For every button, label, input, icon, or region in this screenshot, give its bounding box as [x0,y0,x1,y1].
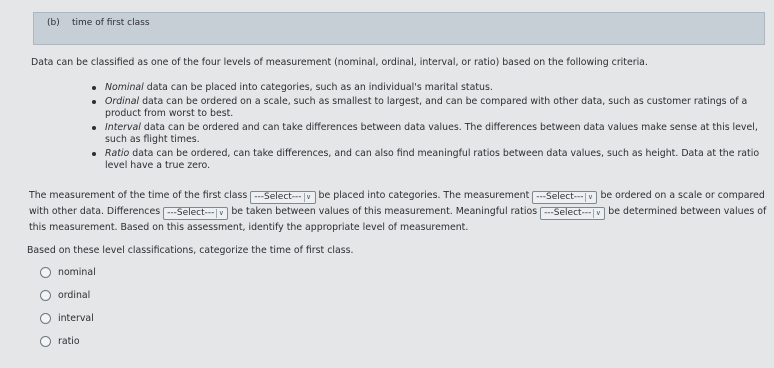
option-ratio[interactable] [40,334,80,348]
select-value: ---Select--- [167,208,215,218]
radio-button[interactable] [40,290,51,301]
list-item [92,122,767,146]
radio-button[interactable] [40,267,51,278]
fill-in-paragraph [29,188,769,235]
option-interval[interactable] [40,311,94,325]
chevron-down-icon: ∨ [304,193,313,202]
option-label: nominal [58,266,96,278]
bullet-icon [92,86,96,90]
intro-text: Data can be classified as one of the four levels of measurement (nominal, ordinal, interval, or ratio) based on the following criteria. [31,57,648,68]
radio-button[interactable] [40,313,51,324]
chevron-down-icon: ∨ [216,209,225,218]
criterion-term: Ratio [105,148,130,159]
part-title: time of first class [72,18,150,28]
question-prompt: Based on these level classifications, categorize the time of first class. [27,245,354,256]
list-item [92,96,767,120]
bullet-icon [92,100,96,104]
radio-button[interactable] [40,336,51,347]
chevron-down-icon: ∨ [593,209,602,218]
select-dropdown-2[interactable] [532,191,597,204]
bullet-icon [92,126,96,130]
criterion-text: data can be ordered and can take differences between data values. The differences between data values make sense at this level, such as flight times. [105,122,758,145]
list-item [92,82,767,94]
option-label: ratio [58,335,80,347]
criteria-list [92,82,767,174]
criterion-text: data can be ordered on a scale, such as smallest to largest, and can be compared with other data, such as customer ratings of a product from worst to best. [105,96,748,119]
chevron-down-icon: ∨ [585,193,594,202]
paragraph-text: be placed into categories. The measurement [318,190,530,201]
criterion-text: data can be placed into categories, such as an individual's marital status. [143,82,493,93]
question-part-header [33,12,765,45]
option-label: interval [58,312,94,324]
paragraph-text: The measurement of the time of the first class [29,190,248,201]
paragraph-text: be ordered on a scale or compared with other data. Differences [29,190,765,217]
criterion-term: Interval [105,122,141,133]
paragraph-text: be taken between values of this measurement. Meaningful ratios [231,206,538,217]
select-dropdown-3[interactable] [163,207,228,220]
select-value: ---Select--- [544,208,592,218]
select-dropdown-4[interactable] [540,207,605,220]
select-value: ---Select--- [536,192,584,202]
option-ordinal[interactable] [40,288,90,302]
option-label: ordinal [58,289,91,301]
select-value: ---Select--- [254,192,302,202]
part-label: (b) [47,18,60,28]
criterion-term: Nominal [105,82,144,93]
criterion-term: Ordinal [105,96,140,107]
bullet-icon [92,152,96,156]
paragraph-text: be determined between values of this measurement. Based on this assessment, identify the appropriate level of measurement. [29,206,767,233]
option-nominal[interactable] [40,265,96,279]
list-item [92,148,767,172]
select-dropdown-1[interactable] [250,191,315,204]
criterion-text: data can be ordered, can take differences, and can also find meaningful ratios between data values, such as height. Data at the ratio level have a true zero. [105,148,760,171]
